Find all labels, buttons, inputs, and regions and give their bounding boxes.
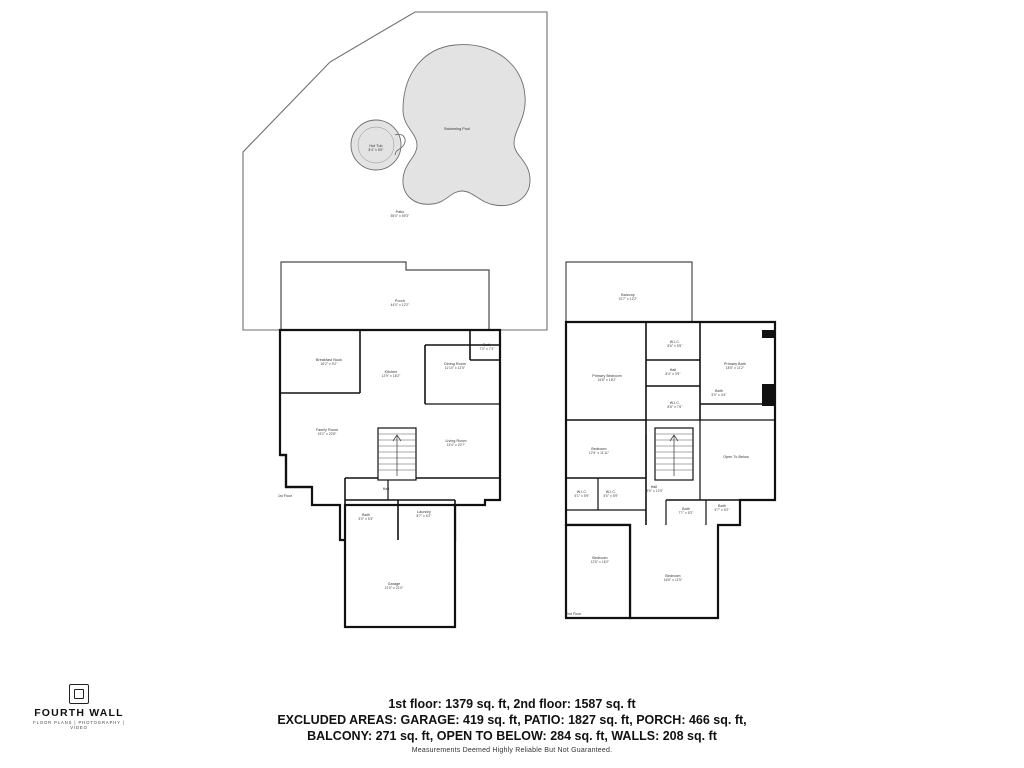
room-name: Open To Below [723, 454, 749, 459]
room-label [665, 368, 680, 376]
room-label [723, 455, 749, 459]
room-dimensions: 8'4" x 3'9" [665, 372, 681, 377]
room-dimensions: 5'7" x 5'2" [714, 508, 730, 513]
second-floor-walls [566, 262, 775, 618]
room-label [603, 490, 618, 498]
room-label [667, 340, 682, 348]
room-dimensions: 12'9" x 18'2" [381, 374, 401, 379]
room-label [678, 507, 693, 515]
room-name: Porch [395, 298, 405, 303]
room-name: Balcony [621, 292, 635, 297]
stairs-second-floor [655, 428, 693, 480]
room-label [714, 504, 729, 512]
room-dimensions: 5'0" x 5'3" [358, 517, 374, 522]
room-dimensions: 16'6" x 11'5" [663, 578, 683, 583]
room-name: Kitchen [384, 369, 398, 374]
logo-name: FOURTH WALL [34, 707, 124, 719]
room-dimensions: 5'0" x 5'9" [603, 494, 619, 499]
room-name: Breakfast Nook [316, 357, 342, 362]
room-label [619, 293, 638, 301]
room-label [444, 362, 466, 370]
room-dimensions: 12'5" x 16'2" [590, 560, 610, 565]
room-label [316, 358, 342, 366]
stairs-first-floor [378, 428, 416, 480]
room-label [383, 487, 390, 491]
room-name: Garage [387, 581, 401, 586]
footer-summary [0, 697, 1024, 754]
room-name: Bath [715, 388, 723, 393]
room-label [724, 362, 746, 370]
footer-line-1: 1st floor: 1379 sq. ft, 2nd floor: 1587 sq. ft [388, 697, 636, 711]
room-label [667, 401, 682, 409]
room-name: Laundry [417, 509, 431, 514]
room-name: W.I.C. [669, 339, 681, 344]
footer-disclaimer: Measurements Deemed Highly Reliable But Not Guaranteed. [411, 747, 613, 754]
room-dimensions: 44'0" x 12'2" [390, 303, 410, 308]
room-name: W.I.C. [669, 400, 681, 405]
room-name: Bath [682, 506, 690, 511]
room-label-swimming-pool: Swimming Pool [443, 126, 471, 131]
room-dimensions: 22'7" x 12'2" [618, 297, 638, 302]
room-dimensions: 12'5" x 11'11" [588, 451, 610, 456]
room-label-hot-tub: Hot Tub 8'4" x 8'5" [368, 143, 384, 153]
room-label [589, 447, 609, 455]
room-name: Hall [650, 484, 658, 489]
room-label [382, 370, 401, 378]
room-dimensions: 16'8" x 16'2" [597, 378, 617, 383]
room-dimensions: 13'4" x 20'7" [446, 443, 466, 448]
room-name: Dining Room [444, 361, 466, 366]
room-label [416, 510, 431, 518]
room-dimensions: 11'10" x 12'5" [444, 366, 466, 371]
room-label [316, 428, 338, 436]
room-name: Family Room [315, 427, 339, 432]
room-name: Primary Bath [724, 361, 746, 366]
room-name: Living Room [445, 438, 467, 443]
room-name: W.I.C. [576, 489, 588, 494]
room-label-patio: Patio 55'0" x 59'3" [390, 209, 410, 219]
room-label [664, 574, 683, 582]
room-name: Bedroom [665, 573, 681, 578]
room-dimensions: 18'5" x 11'2" [725, 366, 745, 371]
room-dimensions: 16'2" x 9'2" [320, 362, 338, 367]
room-dimensions: 7'7" x 5'2" [678, 511, 694, 516]
first-floor-walls [280, 262, 500, 627]
room-label [445, 439, 466, 447]
room-dimensions: 5'1" x 5'9" [574, 494, 590, 499]
room-name: Bath [362, 512, 370, 517]
room-label [479, 343, 494, 351]
second-floor-tag: 2nd Floor [566, 612, 582, 616]
room-name: Bath [483, 342, 491, 347]
room-label [711, 389, 726, 397]
swimming-pool-shape [403, 45, 530, 206]
room-name: Hall [382, 486, 390, 491]
room-name: Bedroom [592, 555, 608, 560]
first-floor-tag: 1st Floor [278, 494, 292, 498]
room-name: Bedroom [591, 446, 607, 451]
room-name: Bath [718, 503, 726, 508]
room-label [574, 490, 589, 498]
room-label [358, 513, 373, 521]
room-dimensions: 8'6" x 5'5" [667, 344, 683, 349]
room-label [591, 556, 610, 564]
room-dimensions: 5'0" x 4'4" [711, 393, 727, 398]
room-label [645, 485, 664, 493]
room-dimensions: 21'0" x 21'0" [384, 586, 404, 591]
room-dimensions: 7'3" x 7'3" [479, 347, 495, 352]
logo-tagline: FLOOR PLANS | PHOTOGRAPHY | VIDEO [33, 720, 125, 730]
footer-line-2: EXCLUDED AREAS: GARAGE: 419 sq. ft, PATIO: 1827 sq. ft, PORCH: 466 sq. ft, [277, 713, 747, 727]
room-label [592, 374, 621, 382]
room-name: Hall [669, 367, 677, 372]
room-name: Primary Bedroom [592, 373, 622, 378]
footer-line-3: BALCONY: 271 sq. ft, OPEN TO BELOW: 284 sq. ft, WALLS: 208 sq. ft [307, 729, 717, 743]
room-label [391, 299, 410, 307]
room-dimensions: 8'7" x 6'2" [416, 514, 432, 519]
room-dimensions: 19'2" x 22'8" [317, 432, 337, 437]
room-dimensions: 19'0" x 12'0" [644, 489, 664, 494]
room-dimensions: 8'8" x 7'6" [667, 405, 683, 410]
room-name: W.I.C. [605, 489, 617, 494]
room-label [385, 582, 404, 590]
